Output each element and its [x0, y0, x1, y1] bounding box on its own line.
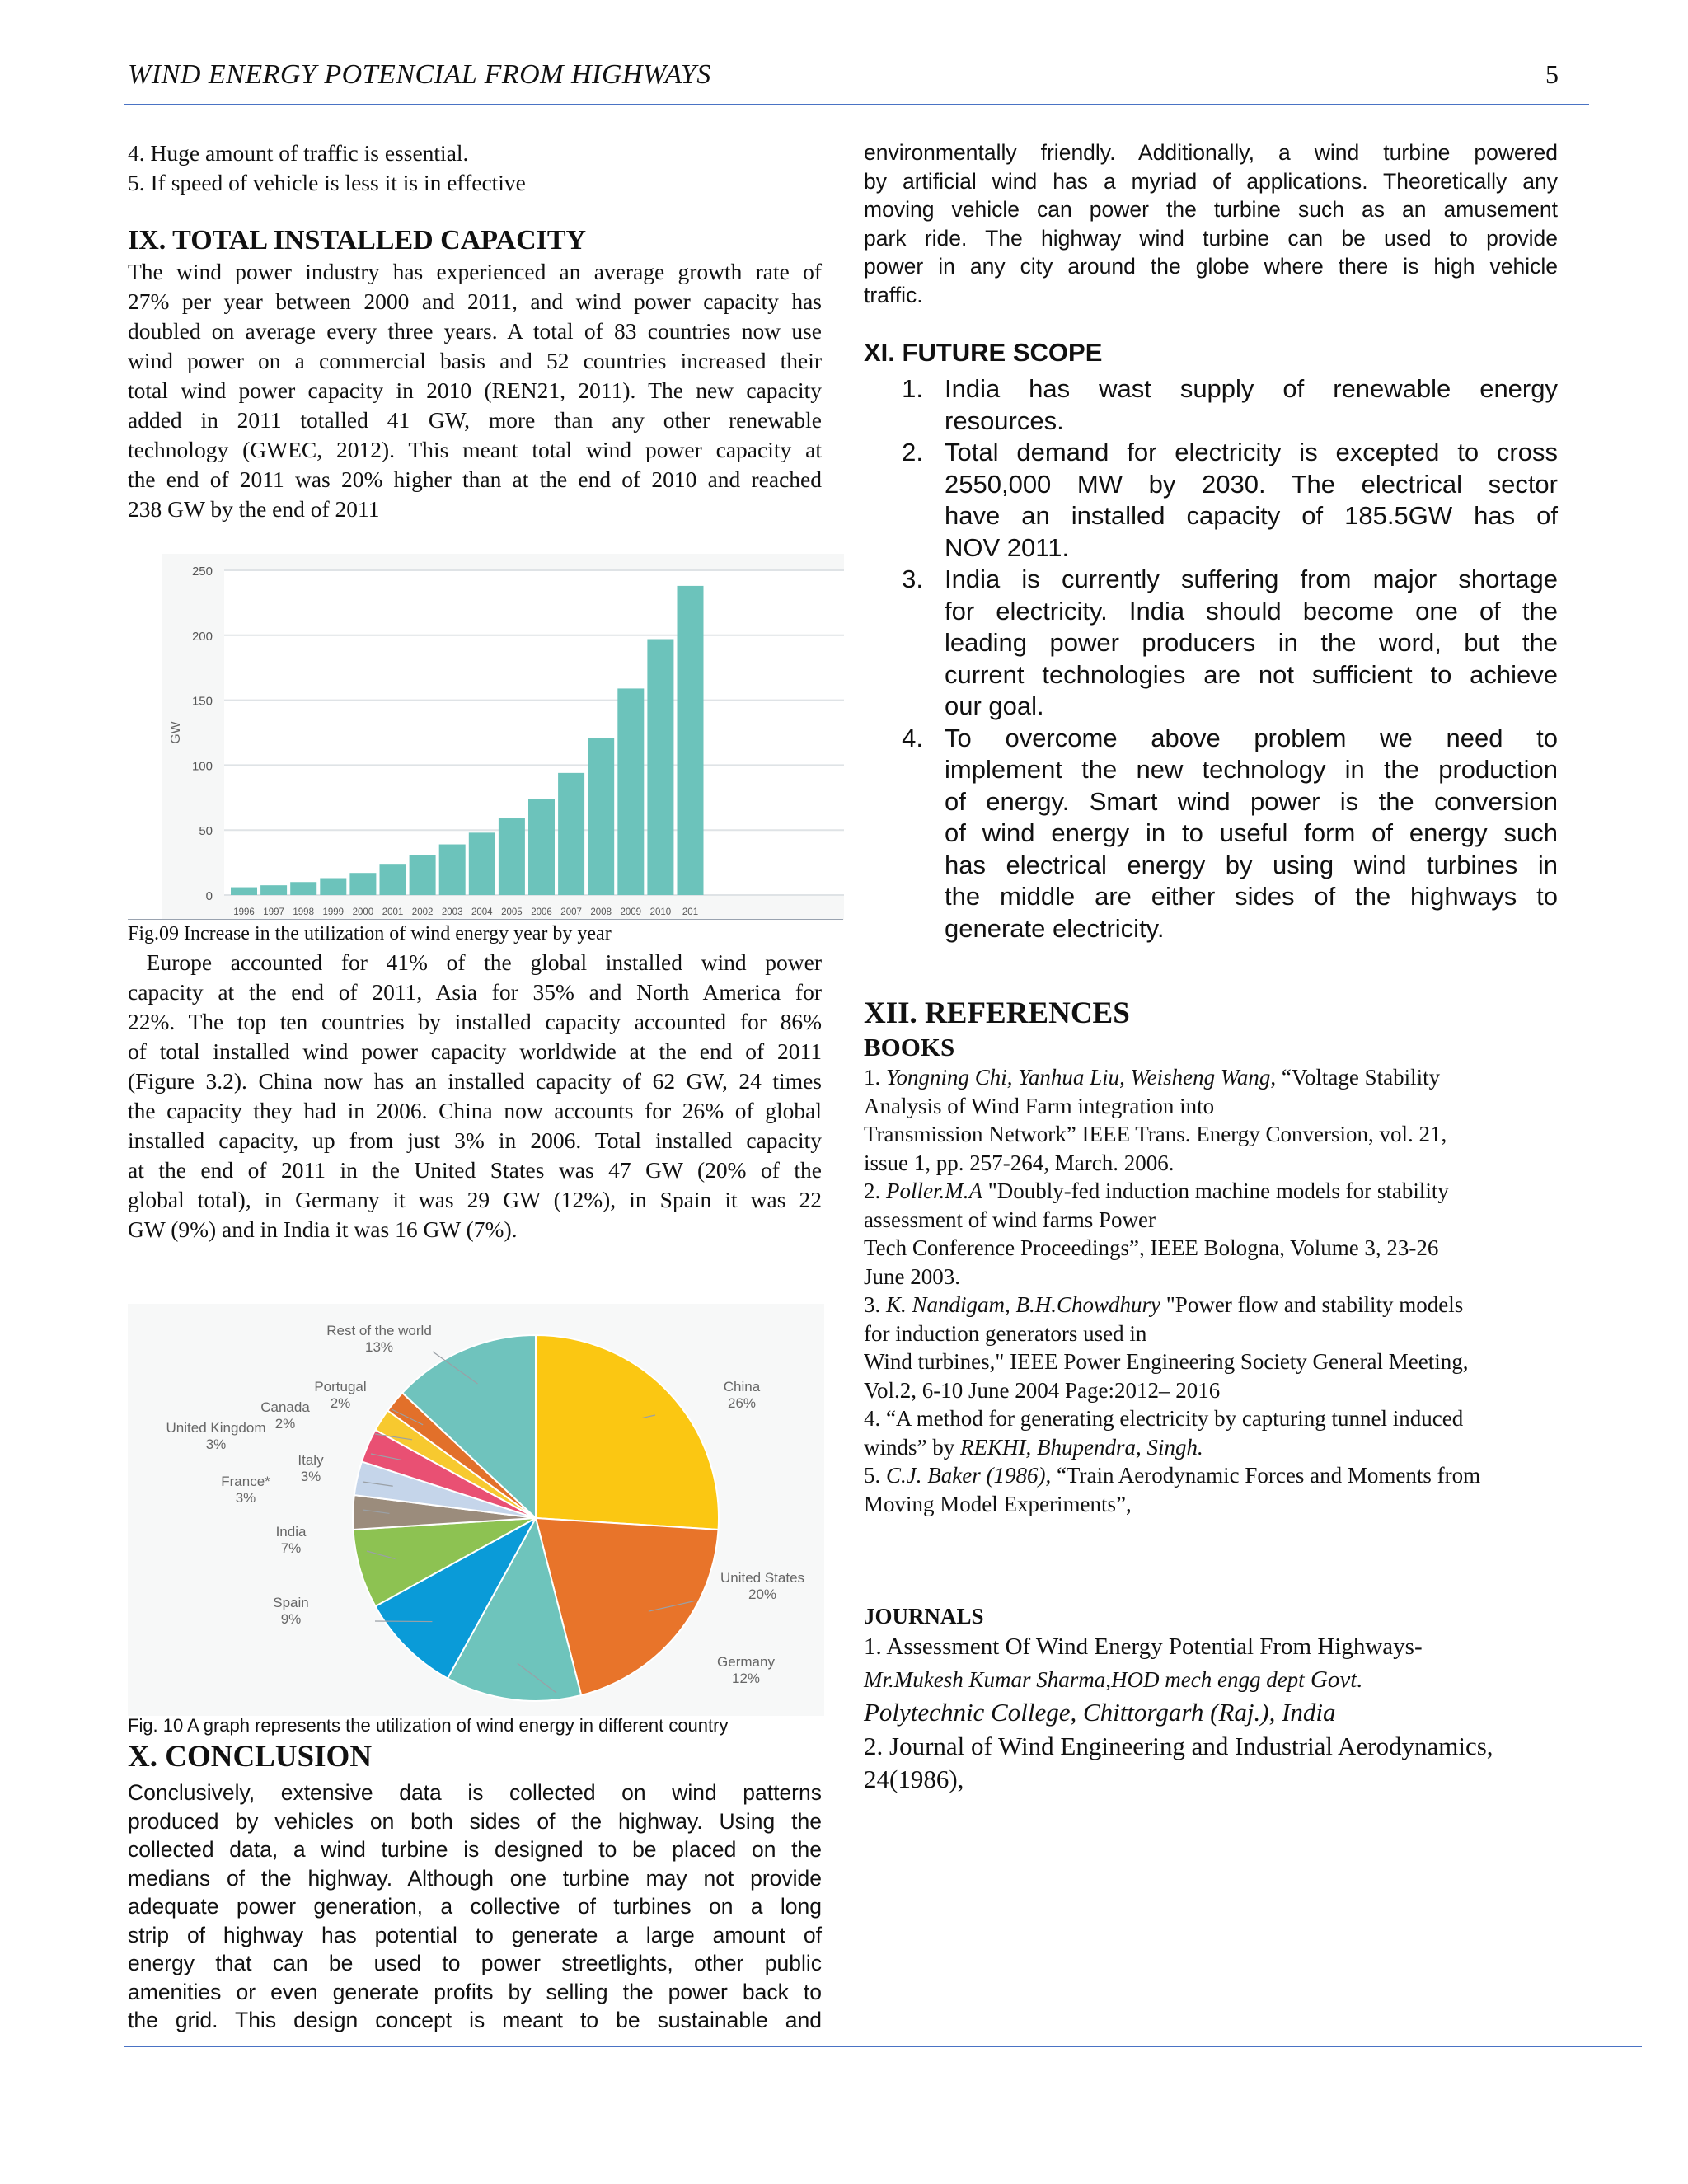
- text-line: Total demand for electricity is excepted to cross: [945, 438, 1558, 466]
- slice-label: France*: [221, 1474, 270, 1489]
- x-tick-label: 2009: [620, 907, 642, 917]
- reference-5: 5. C.J. Baker (1986), “Train Aerodynamic Forces and Moments from Moving Model Experiments”,: [864, 1463, 1481, 1516]
- fig10-caption: Fig. 10 A graph represents the utilization of wind energy in different country: [128, 1715, 729, 1736]
- text-line: resources.: [945, 405, 1064, 435]
- reference-3: 3. K. Nandigam, B.H.Chowdhury "Power flow and stability models for induction generators used in Wind turbines," IEEE Power Engineering Society General Meeting, Vol.2, 6-10 June 2004 Page:2012– 2016: [864, 1292, 1469, 1403]
- bar: [617, 688, 644, 895]
- slice-percent-label: 13%: [364, 1339, 394, 1355]
- pie-chart-country-share: [128, 1304, 824, 1716]
- text-line: at the end of 2011 in the United States was 47 GW (20% of the: [128, 1157, 822, 1183]
- bar: [588, 738, 614, 895]
- reference-1: 1. Yongning Chi, Yanhua Liu, Weisheng Wang, “Voltage Stability Analysis of Wind Farm integration into Transmission Network” IEEE Trans. Energy Conversion, vol. 21, issue 1, pp. 257-264, March. 2006.: [864, 1065, 1447, 1175]
- future-scope-item: [864, 373, 1558, 437]
- y-tick-label: 150: [191, 694, 213, 709]
- text-line: total wind power capacity in 2010 (REN21, 2011). The new capacity: [128, 377, 822, 403]
- text-line: adequate power generation, a collective of turbines on a long: [128, 1894, 822, 1919]
- bar: [439, 845, 466, 895]
- future-scope-item: [864, 437, 1558, 564]
- text-line: leading power producers in the word, but the: [945, 628, 1558, 657]
- future-scope-list: [864, 373, 1558, 944]
- header-rule: [124, 104, 1589, 105]
- text-line: NOV 2011.: [945, 532, 1070, 562]
- books-heading: BOOKS: [864, 1033, 955, 1062]
- text-line: collected data, a wind turbine is designed to be placed on the: [128, 1837, 822, 1862]
- slice-percent-label: 7%: [280, 1540, 302, 1556]
- left-column-lower: [128, 948, 822, 1244]
- text-line: wind power on a commercial basis and 52 countries increased their: [128, 348, 822, 373]
- slice-label: Germany: [717, 1654, 775, 1670]
- y-axis-label: GW: [169, 721, 183, 744]
- left-column: [128, 138, 822, 524]
- text-line: Conclusively, extensive data is collected on wind patterns: [128, 1780, 822, 1805]
- slice-label: China: [723, 1379, 761, 1394]
- section-heading-conclusion: X. CONCLUSION: [128, 1740, 373, 1774]
- slice-percent-label: 3%: [235, 1490, 256, 1506]
- text-line: The wind power industry has experienced an average growth rate of: [128, 259, 822, 284]
- right-column: [864, 138, 1558, 944]
- journal-2: 2. Journal of Wind Engineering and Industrial Aerodynamics, 24(1986),: [864, 1732, 1493, 1793]
- bar: [678, 586, 704, 895]
- text-line: amenities or even generate profits by selling the power back to: [128, 1979, 822, 2004]
- text-line: implement the new technology in the production: [945, 755, 1558, 784]
- slice-label: India: [275, 1524, 307, 1540]
- x-tick-label: 1996: [233, 907, 255, 917]
- fig9-bottom-rule: [128, 919, 843, 920]
- text-line: global total), in Germany it was 29 GW (12%), in Spain it was 22: [128, 1187, 822, 1212]
- bar: [469, 832, 495, 895]
- x-tick-label: 2005: [501, 907, 523, 917]
- slice-percent-label: 20%: [748, 1586, 777, 1602]
- text-line: (Figure 3.2). China now has an installed capacity of 62 GW, 24 times: [128, 1068, 822, 1094]
- x-tick-label: 1999: [322, 907, 345, 917]
- text-line: 2550,000 MW by 2030. The electrical sector: [945, 469, 1558, 499]
- section-heading-total-installed-capacity: IX. TOTAL INSTALLED CAPACITY: [128, 225, 587, 255]
- x-tick-label: 2010: [649, 907, 672, 917]
- text-line: by artificial wind has a myriad of applications. Theoretically any: [864, 168, 1558, 194]
- slice-label: Canada: [260, 1399, 310, 1415]
- list-number: 2.: [902, 438, 923, 466]
- text-line: energy that can be used to power streetlights, other public: [128, 1951, 822, 1975]
- slice-percent-label: 2%: [274, 1416, 296, 1432]
- list-number: 4.: [902, 723, 923, 752]
- text-line: has electrical energy by using wind turbines in: [945, 850, 1558, 879]
- text-line: our goal.: [945, 691, 1044, 720]
- slice-label: Spain: [273, 1595, 309, 1610]
- paragraph-europe: [128, 948, 822, 1244]
- running-header-title: WIND ENERGY POTENCIAL FROM HIGHWAYS: [128, 59, 711, 90]
- reference-4: 4. “A method for generating electricity by capturing tunnel induced winds” by REKHI, Bhupendra, Singh.: [864, 1406, 1464, 1460]
- x-tick-label: 2004: [471, 907, 493, 917]
- text-line: Europe accounted for 41% of the global installed wind power: [128, 949, 822, 975]
- bar: [380, 864, 406, 895]
- text-line: have an installed capacity of 185.5GW has of: [945, 501, 1558, 530]
- bar: [260, 885, 287, 895]
- text-line: doubled on average every three years. A total of 83 countries now use: [128, 318, 822, 344]
- text-line: of wind energy in to useful form of energy such: [945, 818, 1558, 847]
- text-line: the grid. This design concept is meant to be sustainable and: [128, 2008, 822, 2032]
- y-tick-label: 0: [205, 889, 213, 903]
- x-tick-label: 2002: [411, 907, 434, 917]
- slice-percent-label: 9%: [280, 1611, 302, 1627]
- text-line: the middle are either sides of the highways to: [945, 882, 1558, 911]
- bar: [320, 879, 346, 895]
- bar: [410, 855, 436, 895]
- list-item: 4. Huge amount of traffic is essential.: [128, 140, 469, 166]
- bar: [349, 873, 376, 895]
- list-number: 3.: [902, 565, 923, 593]
- paragraph-conclusion-continued: [864, 138, 1558, 309]
- text-line: generate electricity.: [945, 913, 1165, 943]
- slice-percent-label: 2%: [330, 1395, 351, 1411]
- slice-label: United Kingdom: [166, 1420, 266, 1436]
- text-line: the capacity they had in 2006. China now accounts for 26% of global: [128, 1098, 822, 1123]
- slice-label: Portugal: [314, 1379, 367, 1394]
- slice-percent-label: 26%: [727, 1395, 757, 1411]
- page-number: 5: [1545, 59, 1559, 89]
- x-tick-label: 2007: [560, 907, 582, 917]
- text-line: environmentally friendly. Additionally, a wind turbine powered: [864, 140, 1558, 165]
- reference-2: 2. Poller.M.A "Doubly-fed induction machine models for stability assessment of wind farms Power Tech Conference Proceedings”, IEEE Bologna, Volume 3, 23-26 June 2003.: [864, 1179, 1449, 1289]
- leader-line: [375, 1621, 432, 1622]
- slice-percent-label: 3%: [205, 1436, 227, 1452]
- text-line: medians of the highway. Although one turbine may not provide: [128, 1865, 822, 1891]
- x-tick-label: 1998: [293, 907, 314, 917]
- text-line: installed capacity, up from just 3% in 2006. Total installed capacity: [128, 1127, 822, 1153]
- text-line: for electricity. India should become one of the: [945, 596, 1558, 626]
- text-line: 238 GW by the end of 2011: [128, 496, 380, 522]
- y-tick-label: 200: [191, 629, 213, 644]
- references-section: [864, 996, 1558, 1796]
- text-line: 22%. The top ten countries by installed capacity accounted for 86%: [128, 1009, 822, 1034]
- section-heading-references: XII. REFERENCES: [864, 996, 1130, 1030]
- bar-chart-wind-capacity: [162, 554, 844, 920]
- paragraph-conclusion: [128, 1779, 822, 2035]
- x-tick-label: 2003: [441, 907, 463, 917]
- text-line: of energy. Smart wind power is the conversion: [945, 786, 1558, 816]
- journal-1: 1. Assessment Of Wind Energy Potential From Highways- Mr.Mukesh Kumar Sharma,HOD mech engg dept Govt. Polytechnic College, Chittorgarh (Raj.), India: [864, 1633, 1423, 1727]
- text-line: strip of highway has potential to generate a large amount of: [128, 1922, 822, 1947]
- bar: [499, 818, 525, 895]
- text-line: technology (GWEC, 2012). This meant total wind power capacity at: [128, 437, 822, 462]
- text-line: power in any city around the globe where there is high vehicle: [864, 254, 1558, 279]
- y-tick-label: 100: [191, 759, 213, 774]
- bar: [647, 640, 673, 895]
- x-tick-label: 2006: [531, 907, 552, 917]
- text-line: capacity at the end of 2011, Asia for 35% and North America for: [128, 979, 822, 1005]
- x-tick-label: 201: [682, 907, 699, 917]
- text-line: of total installed wind power capacity worldwide at the end of 2011: [128, 1038, 822, 1064]
- y-tick-label: 50: [199, 824, 213, 839]
- slice-percent-label: 3%: [300, 1469, 321, 1484]
- list-item: 5. If speed of vehicle is less it is in effective: [128, 170, 526, 195]
- text-line: produced by vehicles on both sides of the highway. Using the: [128, 1808, 822, 1834]
- journals-heading: JOURNALS: [864, 1604, 984, 1629]
- future-scope-item: [864, 564, 1558, 723]
- text-line: India has wast supply of renewable energy: [945, 374, 1558, 403]
- x-tick-label: 2001: [382, 907, 404, 917]
- slice-percent-label: 12%: [731, 1671, 761, 1686]
- x-tick-label: 2008: [590, 907, 612, 917]
- slice-label: Rest of the world: [326, 1323, 432, 1338]
- text-line: To overcome above problem we need to: [945, 723, 1558, 752]
- text-line: added in 2011 totalled 41 GW, more than any other renewable: [128, 407, 822, 433]
- bar: [231, 888, 257, 895]
- text-line: the end of 2011 was 20% higher than at the end of 2010 and reached: [128, 466, 822, 492]
- slice-label: Italy: [298, 1452, 324, 1468]
- fig9-caption: Fig.09 Increase in the utilization of wind energy year by year: [128, 923, 612, 944]
- text-line: traffic.: [864, 282, 923, 307]
- future-scope-item: [864, 723, 1558, 945]
- text-line: current technologies are not sufficient to achieve: [945, 659, 1558, 689]
- footer-rule: [124, 2046, 1642, 2047]
- text-line: park ride. The highway wind turbine can be used to provide: [864, 225, 1558, 251]
- slice-label: United States: [720, 1570, 805, 1586]
- pie-slice: [536, 1335, 719, 1530]
- bar: [528, 799, 555, 895]
- x-tick-label: 1997: [263, 907, 284, 917]
- x-tick-label: 2000: [352, 907, 374, 917]
- text-line: moving vehicle can power the turbine such as an amusement: [864, 197, 1558, 222]
- list-number: 1.: [902, 374, 923, 403]
- text-line: GW (9%) and in India it was 16 GW (7%).: [128, 1216, 518, 1242]
- paragraph-installed-capacity: [128, 257, 822, 524]
- conclusion-block: [128, 1779, 822, 2035]
- section-heading-future-scope: XI. FUTURE SCOPE: [864, 338, 1103, 367]
- bar: [290, 882, 316, 895]
- text-line: 27% per year between 2000 and 2011, and wind power capacity has: [128, 288, 822, 314]
- y-tick-label: 250: [191, 565, 213, 579]
- bar: [558, 773, 584, 895]
- text-line: India is currently suffering from major shortage: [945, 565, 1558, 593]
